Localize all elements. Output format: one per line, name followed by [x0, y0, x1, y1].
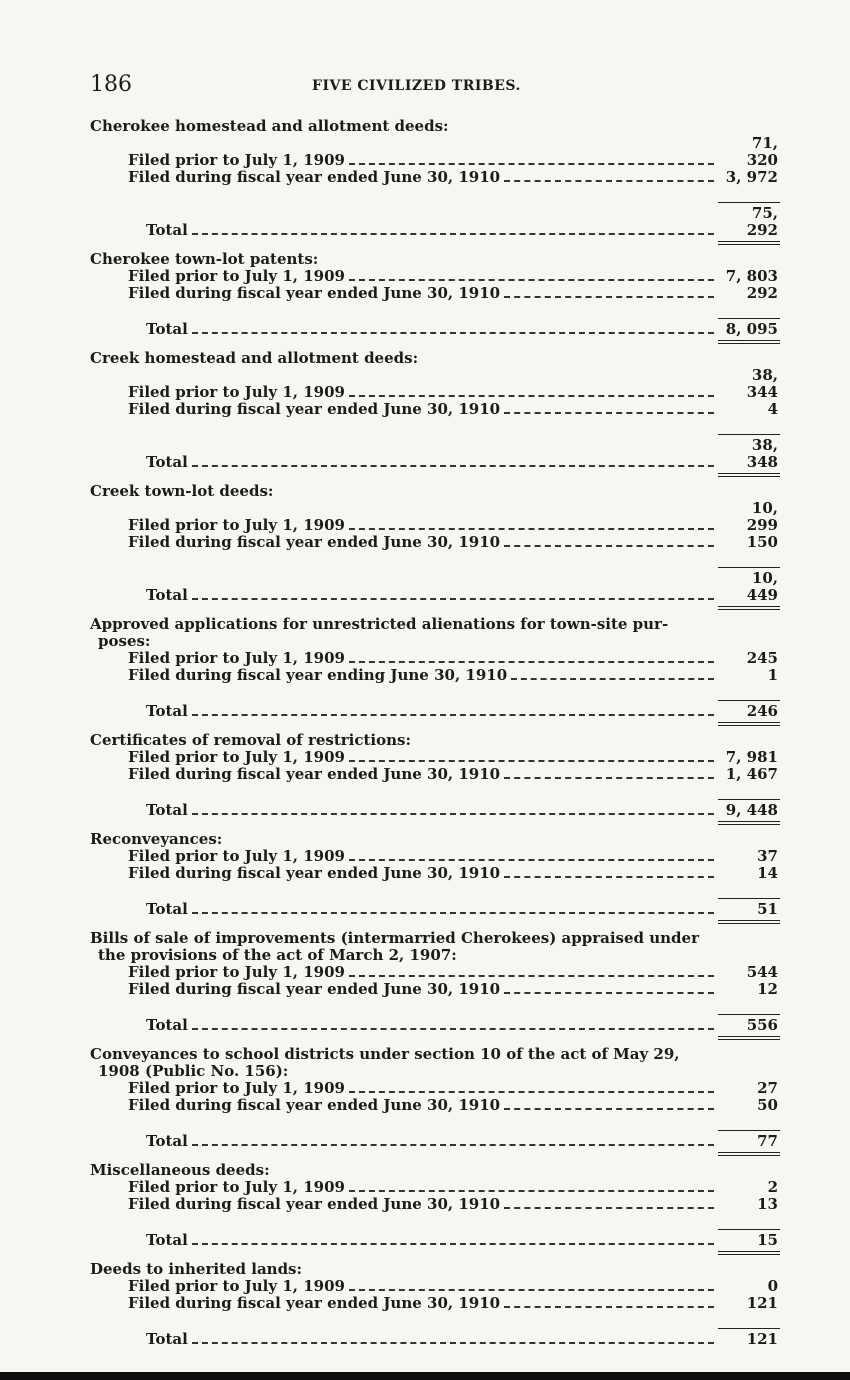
row-label: Filed prior to July 1, 1909: [128, 649, 345, 667]
row-value: 544: [746, 963, 778, 981]
dot-leader: [192, 714, 714, 716]
row-value: 27: [757, 1079, 778, 1097]
row-value: 7, 981: [725, 748, 778, 766]
row-value: 50: [757, 1096, 778, 1114]
total-value: 77: [718, 1130, 780, 1150]
row-value: 38, 344: [746, 366, 778, 401]
ledger-row: [90, 534, 780, 551]
row-value: 0: [767, 1277, 778, 1295]
section-heading-continued: poses:: [98, 632, 151, 650]
ledger-section: [90, 831, 780, 918]
ledger-row: [90, 964, 780, 981]
ledger-section: [90, 616, 780, 720]
row-label: Filed prior to July 1, 1909: [128, 963, 345, 981]
total-value: 75, 292: [718, 202, 780, 239]
dot-leader: [192, 332, 714, 334]
row-value: 4: [767, 400, 778, 418]
row-value: 245: [746, 649, 778, 667]
total-value: 9, 448: [718, 799, 780, 819]
total-value: 15: [718, 1229, 780, 1249]
dot-leader: [349, 1289, 714, 1291]
total-row: [90, 799, 780, 819]
total-row: [90, 898, 780, 918]
dot-leader: [504, 876, 714, 878]
ledger-section: [90, 118, 780, 239]
ledger-row: [90, 1278, 780, 1295]
row-label: Filed during fiscal year ended June 30, 1910: [128, 1294, 501, 1312]
page-number: 186: [90, 72, 132, 97]
dot-leader: [192, 1342, 714, 1344]
ledger-row: [90, 367, 780, 401]
dot-leader: [504, 180, 714, 182]
ledger-body: [90, 118, 780, 1360]
section-heading: Deeds to inherited lands:: [90, 1260, 303, 1278]
total-label: Total: [146, 320, 188, 338]
row-value: 1: [767, 666, 778, 684]
row-value: 37: [757, 847, 778, 865]
ledger-row: [90, 749, 780, 766]
section-heading-continued: 1908 (Public No. 156):: [98, 1062, 289, 1080]
dot-leader: [192, 465, 714, 467]
row-value: 292: [746, 284, 778, 302]
section-heading: Reconveyances:: [90, 830, 223, 848]
row-value: 14: [757, 864, 778, 882]
dot-leader: [349, 163, 714, 165]
row-label: Filed during fiscal year ended June 30, 1910: [128, 168, 501, 186]
dot-leader: [349, 528, 714, 530]
dot-leader: [349, 1190, 714, 1192]
row-value: 150: [746, 533, 778, 551]
ledger-row: [90, 1179, 780, 1196]
total-value: 10, 449: [718, 567, 780, 604]
ledger-section: [90, 350, 780, 471]
ledger-row: [90, 981, 780, 998]
dot-leader: [504, 545, 714, 547]
ledger-row: [90, 667, 780, 684]
dot-leader: [349, 760, 714, 762]
section-heading-continued: the provisions of the act of March 2, 1907:: [98, 946, 457, 964]
row-label: Filed prior to July 1, 1909: [128, 1277, 345, 1295]
row-value: 121: [746, 1294, 778, 1312]
ledger-section: [90, 251, 780, 338]
row-label: Filed prior to July 1, 1909: [128, 267, 345, 285]
row-label: Filed during fiscal year ended June 30, 1910: [128, 400, 501, 418]
ledger-row: [90, 169, 780, 186]
total-label: Total: [146, 586, 188, 604]
row-label: Filed prior to July 1, 1909: [128, 1079, 345, 1097]
total-label: Total: [146, 453, 188, 471]
ledger-row: [90, 766, 780, 783]
row-label: Filed prior to July 1, 1909: [128, 516, 345, 534]
ledger-row: [90, 268, 780, 285]
total-row: [90, 1130, 780, 1150]
dot-leader: [349, 1091, 714, 1093]
dot-leader: [349, 395, 714, 397]
row-label: Filed prior to July 1, 1909: [128, 1178, 345, 1196]
ledger-section: [90, 732, 780, 819]
total-value: 121: [718, 1328, 780, 1348]
total-row: [90, 434, 780, 471]
total-label: Total: [146, 1330, 188, 1348]
dot-leader: [192, 1243, 714, 1245]
ledger-row: [90, 1295, 780, 1312]
row-label: Filed prior to July 1, 1909: [128, 151, 345, 169]
row-label: Filed during fiscal year ended June 30, 1910: [128, 533, 501, 551]
total-row: [90, 1229, 780, 1249]
row-label: Filed during fiscal year ended June 30, 1910: [128, 765, 501, 783]
total-label: Total: [146, 1016, 188, 1034]
ledger-section: [90, 1261, 780, 1348]
total-row: [90, 318, 780, 338]
section-heading: Certificates of removal of restrictions:: [90, 731, 412, 749]
dot-leader: [504, 777, 714, 779]
dot-leader: [349, 279, 714, 281]
row-label: Filed during fiscal year ended June 30, 1910: [128, 284, 501, 302]
total-value: 556: [718, 1014, 780, 1034]
scan-edge: [0, 1372, 850, 1380]
total-label: Total: [146, 1231, 188, 1249]
row-value: 10, 299: [746, 499, 778, 534]
section-heading: Approved applications for unrestricted alienations for town-site pur-: [90, 615, 669, 633]
dot-leader: [192, 233, 714, 235]
ledger-row: [90, 1097, 780, 1114]
row-label: Filed during fiscal year ended June 30, 1910: [128, 980, 501, 998]
total-value: 51: [718, 898, 780, 918]
row-value: 71, 320: [746, 134, 778, 169]
ledger-section: [90, 1162, 780, 1249]
section-heading: Conveyances to school districts under section 10 of the act of May 29,: [90, 1045, 680, 1063]
row-value: 12: [757, 980, 778, 998]
total-row: [90, 1014, 780, 1034]
row-value: 13: [757, 1195, 778, 1213]
row-label: Filed during fiscal year ended June 30, 1910: [128, 1096, 501, 1114]
dot-leader: [192, 1144, 714, 1146]
row-value: 3, 972: [725, 168, 778, 186]
ledger-row: [90, 848, 780, 865]
ledger-row: [90, 865, 780, 882]
dot-leader: [504, 992, 714, 994]
section-heading: Creek homestead and allotment deeds:: [90, 349, 419, 367]
total-row: [90, 1328, 780, 1348]
dot-leader: [349, 859, 714, 861]
ledger-row: [90, 650, 780, 667]
section-heading: Miscellaneous deeds:: [90, 1161, 270, 1179]
total-value: 8, 095: [718, 318, 780, 338]
ledger-row: [90, 401, 780, 418]
row-value: 1, 467: [725, 765, 778, 783]
total-label: Total: [146, 1132, 188, 1150]
dot-leader: [192, 813, 714, 815]
dot-leader: [349, 661, 714, 663]
ledger-row: [90, 1196, 780, 1213]
row-value: 2: [767, 1178, 778, 1196]
dot-leader: [192, 598, 714, 600]
section-heading: Cherokee homestead and allotment deeds:: [90, 117, 449, 135]
dot-leader: [349, 975, 714, 977]
total-row: [90, 202, 780, 239]
dot-leader: [192, 1028, 714, 1030]
total-label: Total: [146, 702, 188, 720]
row-label: Filed prior to July 1, 1909: [128, 847, 345, 865]
ledger-row: [90, 1080, 780, 1097]
total-label: Total: [146, 900, 188, 918]
row-label: Filed during fiscal year ended June 30, 1910: [128, 1195, 501, 1213]
total-value: 246: [718, 700, 780, 720]
row-label: Filed prior to July 1, 1909: [128, 383, 345, 401]
total-label: Total: [146, 801, 188, 819]
ledger-row: [90, 135, 780, 169]
dot-leader: [192, 912, 714, 914]
dot-leader: [504, 1306, 714, 1308]
section-heading: Bills of sale of improvements (intermarried Cherokees) appraised under: [90, 929, 699, 947]
page-header: [90, 72, 760, 102]
dot-leader: [504, 296, 714, 298]
dot-leader: [504, 1207, 714, 1209]
running-title: FIVE CIVILIZED TRIBES.: [312, 78, 521, 94]
row-label: Filed during fiscal year ending June 30, 1910: [128, 666, 508, 684]
ledger-row: [90, 285, 780, 302]
dot-leader: [511, 678, 714, 680]
dot-leader: [504, 1108, 714, 1110]
row-label: Filed prior to July 1, 1909: [128, 748, 345, 766]
section-heading: Cherokee town-lot patents:: [90, 250, 319, 268]
total-value: 38, 348: [718, 434, 780, 471]
ledger-section: [90, 930, 780, 1034]
total-label: Total: [146, 221, 188, 239]
total-row: [90, 567, 780, 604]
ledger-section: [90, 1046, 780, 1150]
row-value: 7, 803: [725, 267, 778, 285]
ledger-section: [90, 483, 780, 604]
total-row: [90, 700, 780, 720]
row-label: Filed during fiscal year ended June 30, 1910: [128, 864, 501, 882]
section-heading: Creek town-lot deeds:: [90, 482, 274, 500]
ledger-row: [90, 500, 780, 534]
dot-leader: [504, 412, 714, 414]
